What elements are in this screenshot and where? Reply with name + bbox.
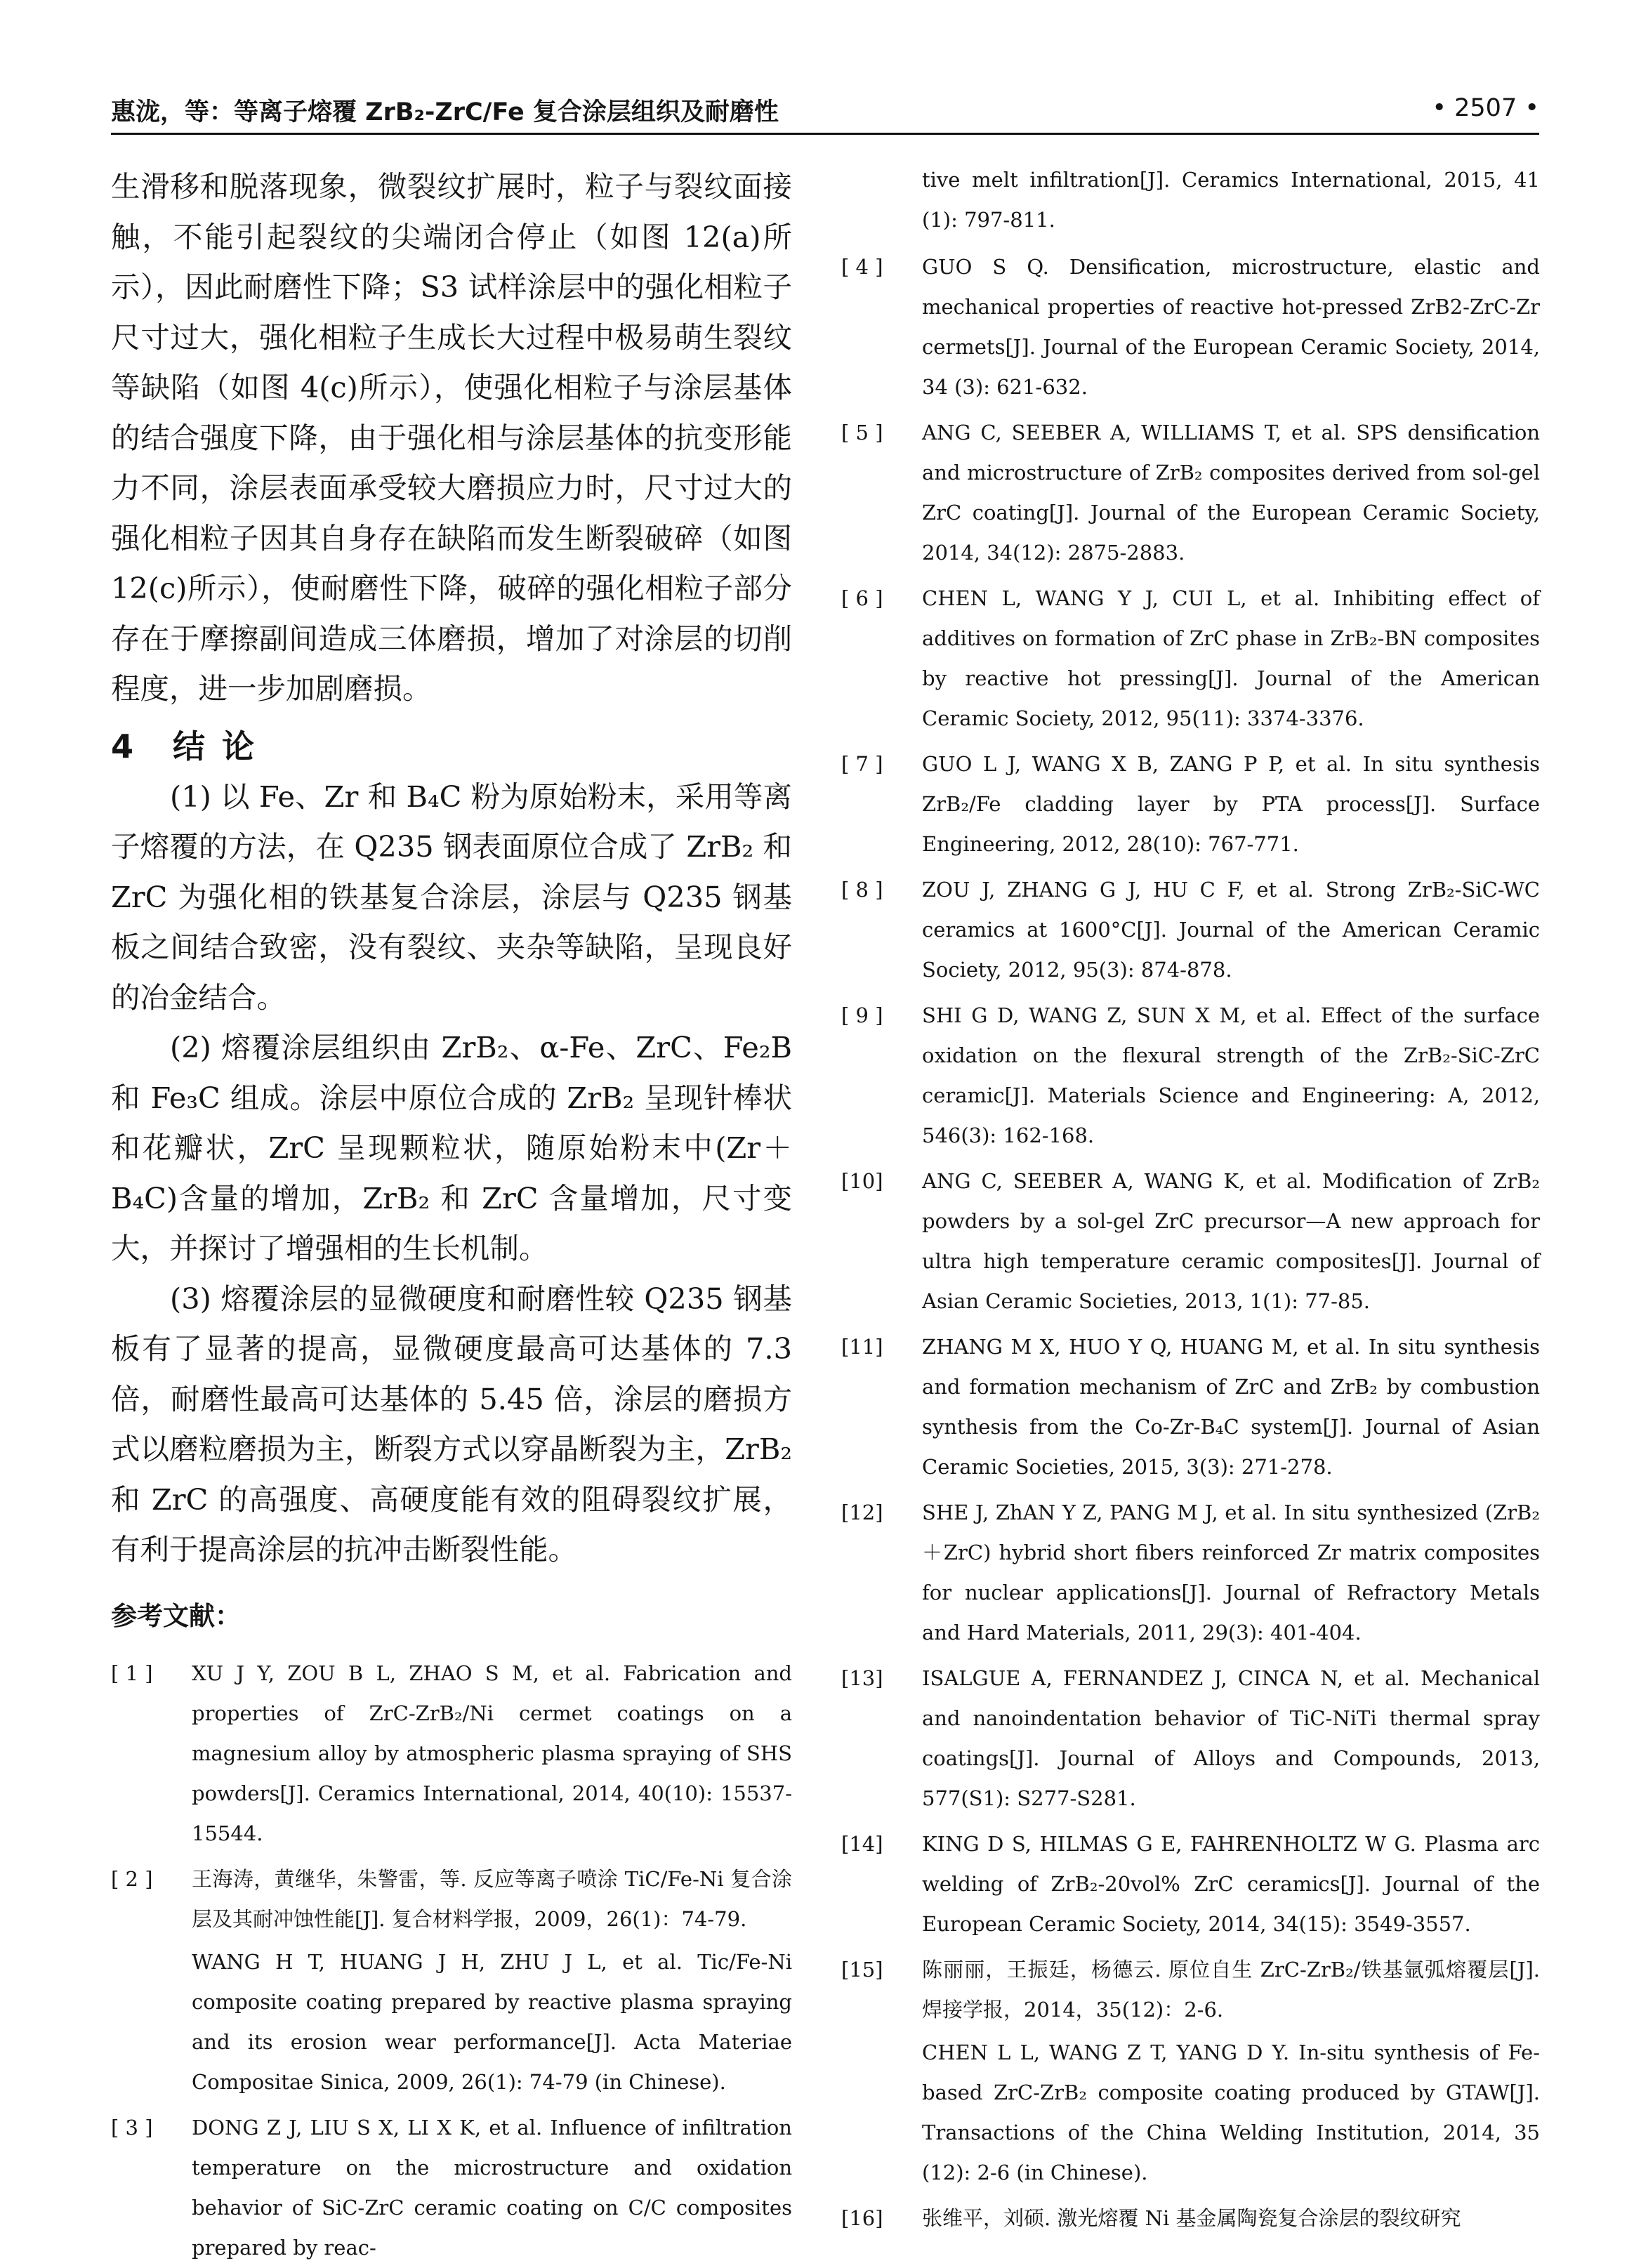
section-title: 结论 <box>173 727 271 765</box>
reference-text: KING D S, HILMAS G E, FAHRENHOLTZ W G. Plasma arc welding of ZrB₂-20vol% ZrC ceramics[J]. Journal of the European Ceramic Society, 2014, 34(15): 3549-3557. <box>922 1832 1540 1936</box>
reference-text: SHE J, ZhAN Y Z, PANG M J, et al. In situ synthesized (ZrB₂＋ZrC) hybrid short fibers reinforced Zr matrix composites for nuclear applications[J]. Journal of Refractory Metals and Hard Materials, 2011, 29(3): 401-404. <box>922 1501 1540 1644</box>
reference-entry <box>841 1161 1540 1321</box>
reference-entry <box>841 579 1540 739</box>
reference-entry <box>841 2198 1540 2239</box>
reference-text: 陈丽丽，王振廷，杨德云. 原位自生 ZrC-ZrB₂/铁基氩弧熔覆层[J]. 焊接学报，2014，35(12)：2-6. <box>922 1958 1540 2022</box>
reference-text: GUO S Q. Densification, microstructure, elastic and mechanical properties of reactive hot-pressed ZrB2-ZrC-Zr cermets[J]. Journal of the European Ceramic Society, 2014, 34 (3): 621-632. <box>922 255 1540 399</box>
reference-number: [ 8 ] <box>841 878 883 902</box>
reference-entry <box>111 2108 792 2268</box>
intro-paragraph: 生滑移和脱落现象，微裂纹扩展时，粒子与裂纹面接触，不能引起裂纹的尖端闭合停止（如图 12(a)所示），因此耐磨性下降；S3 试样涂层中的强化相粒子尺寸过大，强化相粒子生成长大过程中极易萌生裂纹等缺陷（如图 4(c)所示），使强化相粒子与涂层基体的结合强度下降，由于强化相与涂层基体的抗变形能力不同，涂层表面承受较大磨损应力时，尺寸过大的强化相粒子因其自身存在缺陷而发生断裂破碎（如图 12(c)所示），使耐磨性下降，破碎的强化相粒子部分存在于摩擦副间造成三体磨损，增加了对涂层的切削程度，进一步加剧磨损。 <box>111 169 792 706</box>
reference-text: 王海涛，黄继华，朱警雷，等. 反应等离子喷涂 TiC/Fe-Ni 复合涂层及其耐冲蚀性能[J]. 复合材料学报，2009，26(1)：74-79. <box>192 1866 792 1931</box>
reference-number: [13] <box>841 1666 883 1690</box>
section-heading-conclusions <box>111 724 792 769</box>
reference-number: [ 2 ] <box>111 1866 153 1891</box>
section-number: 4 <box>111 727 134 765</box>
conclusion-item: (3) 熔覆涂层的显微硬度和耐磨性较 Q235 钢基板有了显著的提高，显微硬度最高可达基体的 7.3 倍，耐磨性最高可达基体的 5.45 倍，涂层的磨损方式以磨粒磨损为主，断裂方式以穿晶断裂为主，ZrB₂ 和 ZrC 的高强度、高硬度能有效的阻碍裂纹扩展，有利于提高涂层的抗冲击断裂性能。 <box>111 1281 792 1567</box>
reference-number: [14] <box>841 1832 883 1856</box>
conclusion-item: (1) 以 Fe、Zr 和 B₄C 粉为原始粉末，采用等离子熔覆的方法，在 Q235 钢表面原位合成了 ZrB₂ 和 ZrC 为强化相的铁基复合涂层，涂层与 Q235 钢基板之间结合致密，没有裂纹、夹杂等缺陷，呈现良好的冶金结合。 <box>111 779 792 1015</box>
header-title: 惠泷，等：等离子熔覆 ZrB₂-ZrC/Fe 复合涂层组织及耐磨性 <box>111 98 779 126</box>
conclusion-item: (2) 熔覆涂层组织由 ZrB₂、α-Fe、ZrC、Fe₂B 和 Fe₃C 组成。涂层中原位合成的 ZrB₂ 呈现针棒状和花瓣状，ZrC 呈现颗粒状，随原始粉末中(Zr＋B₄C)含量的增加，ZrB₂ 和 ZrC 含量增加，尺寸变大，并探讨了增强相的生长机制。 <box>111 1030 792 1265</box>
reference-text: ISALGUE A, FERNANDEZ J, CINCA N, et al. Mechanical and nanoindentation behavior of TiC-NiTi thermal spray coatings[J]. Journal of Alloys and Compounds, 2013, 577(S1): S277-S281. <box>922 1666 1540 1810</box>
reference-number: [ 7 ] <box>841 752 883 776</box>
references-heading: 参考文献： <box>111 1600 241 1631</box>
reference-text: ANG C, SEEBER A, WILLIAMS T, et al. SPS densification and microstructure of ZrB₂ composites derived from sol-gel ZrC coating[J]. Journal of the European Ceramic Society, 2014, 34(12): 2875-2883. <box>922 421 1540 565</box>
reference-entry <box>841 1950 1540 2193</box>
reference-entry <box>841 744 1540 864</box>
reference-entry <box>111 1654 792 1854</box>
page-number: • 2507 • <box>1432 94 1539 122</box>
reference-continuation: tive melt infiltration[J]. Ceramics International, 2015, 41 (1): 797-811. <box>922 168 1540 232</box>
reference-text: CHEN L, WANG Y J, CUI L, et al. Inhibiting effect of additives on formation of ZrC phase in ZrB₂-BN composites by reactive hot pressing[J]. Journal of the American Ceramic Society, 2012, 95(11): 3374-3376. <box>922 586 1540 730</box>
reference-text: SHI G D, WANG Z, SUN X M, et al. Effect of the surface oxidation on the flexural strength of the ZrB₂-SiC-ZrC ceramic[J]. Materials Science and Engineering: A, 2012, 546(3): 162-168. <box>922 1003 1540 1147</box>
reference-text: ZOU J, ZHANG G J, HU C F, et al. Strong ZrB₂-SiC-WC ceramics at 1600°C[J]. Journal of the American Ceramic Society, 2012, 95(3): 874-878. <box>922 878 1540 982</box>
reference-number: [12] <box>841 1501 883 1524</box>
reference-number: [ 5 ] <box>841 421 883 444</box>
reference-text: 张维平，刘硕. 激光熔覆 Ni 基金属陶瓷复合涂层的裂纹研究 <box>922 2206 1461 2230</box>
reference-text: GUO L J, WANG X B, ZANG P P, et al. In situ synthesis ZrB₂/Fe cladding layer by PTA process[J]. Surface Engineering, 2012, 28(10): 767-771. <box>922 752 1540 856</box>
reference-entry <box>111 1859 792 2102</box>
reference-text: DONG Z J, LIU S X, LI X K, et al. Influence of infiltration temperature on the microstructure and oxidation behavior of SiC-ZrC ceramic coating on C/C composites prepared by reac- <box>192 2115 792 2260</box>
reference-number: [11] <box>841 1335 883 1359</box>
reference-number: [15] <box>841 1958 883 1982</box>
reference-text: ANG C, SEEBER A, WANG K, et al. Modification of ZrB₂ powders by a sol-gel ZrC precursor—A new approach for ultra high temperature ceramic composites[J]. Journal of Asian Ceramic Societies, 2013, 1(1): 77-85. <box>922 1169 1540 1313</box>
reference-entry <box>841 413 1540 573</box>
reference-number: [16] <box>841 2206 883 2230</box>
reference-text: ZHANG M X, HUO Y Q, HUANG M, et al. In situ synthesis and formation mechanism of ZrC and ZrB₂ by combustion synthesis from the Co-Zr-B₄C system[J]. Journal of Asian Ceramic Societies, 2015, 3(3): 271-278. <box>922 1335 1540 1479</box>
reference-translation: CHEN L L, WANG Z T, YANG D Y. In-situ synthesis of Fe-based ZrC-ZrB₂ composite coating produced by GTAW[J]. Transactions of the China Welding Institution, 2014, 35 (12): 2-6 (in Chinese). <box>922 2040 1540 2184</box>
reference-entry <box>841 1659 1540 1819</box>
reference-entry <box>841 996 1540 1156</box>
reference-text: XU J Y, ZOU B L, ZHAO S M, et al. Fabrication and properties of ZrC-ZrB₂/Ni cermet coatings on a magnesium alloy by atmospheric plasma spraying of SHS powders[J]. Ceramics International, 2014, 40(10): 15537-15544. <box>192 1661 792 1845</box>
reference-entry <box>841 1824 1540 1944</box>
reference-entry <box>841 1327 1540 1487</box>
reference-number: [ 4 ] <box>841 255 883 279</box>
reference-number: [ 3 ] <box>111 2115 153 2140</box>
reference-number: [10] <box>841 1169 883 1193</box>
reference-number: [ 9 ] <box>841 1003 883 1027</box>
reference-number: [ 6 ] <box>841 586 883 610</box>
reference-entry <box>841 870 1540 990</box>
right-column <box>841 161 1540 2230</box>
reference-entry <box>841 1493 1540 1653</box>
left-column <box>111 161 792 2260</box>
running-header <box>111 84 1539 135</box>
reference-entry <box>841 247 1540 407</box>
reference-translation: WANG H T, HUANG J H, ZHU J L, et al. Tic/Fe-Ni composite coating prepared by reactive plasma spraying and its erosion wear performance[J]. Acta Materiae Compositae Sinica, 2009, 26(1): 74-79 (in Chinese). <box>192 1949 792 2094</box>
header-rule <box>111 133 1539 135</box>
reference-number: [ 1 ] <box>111 1661 153 1685</box>
